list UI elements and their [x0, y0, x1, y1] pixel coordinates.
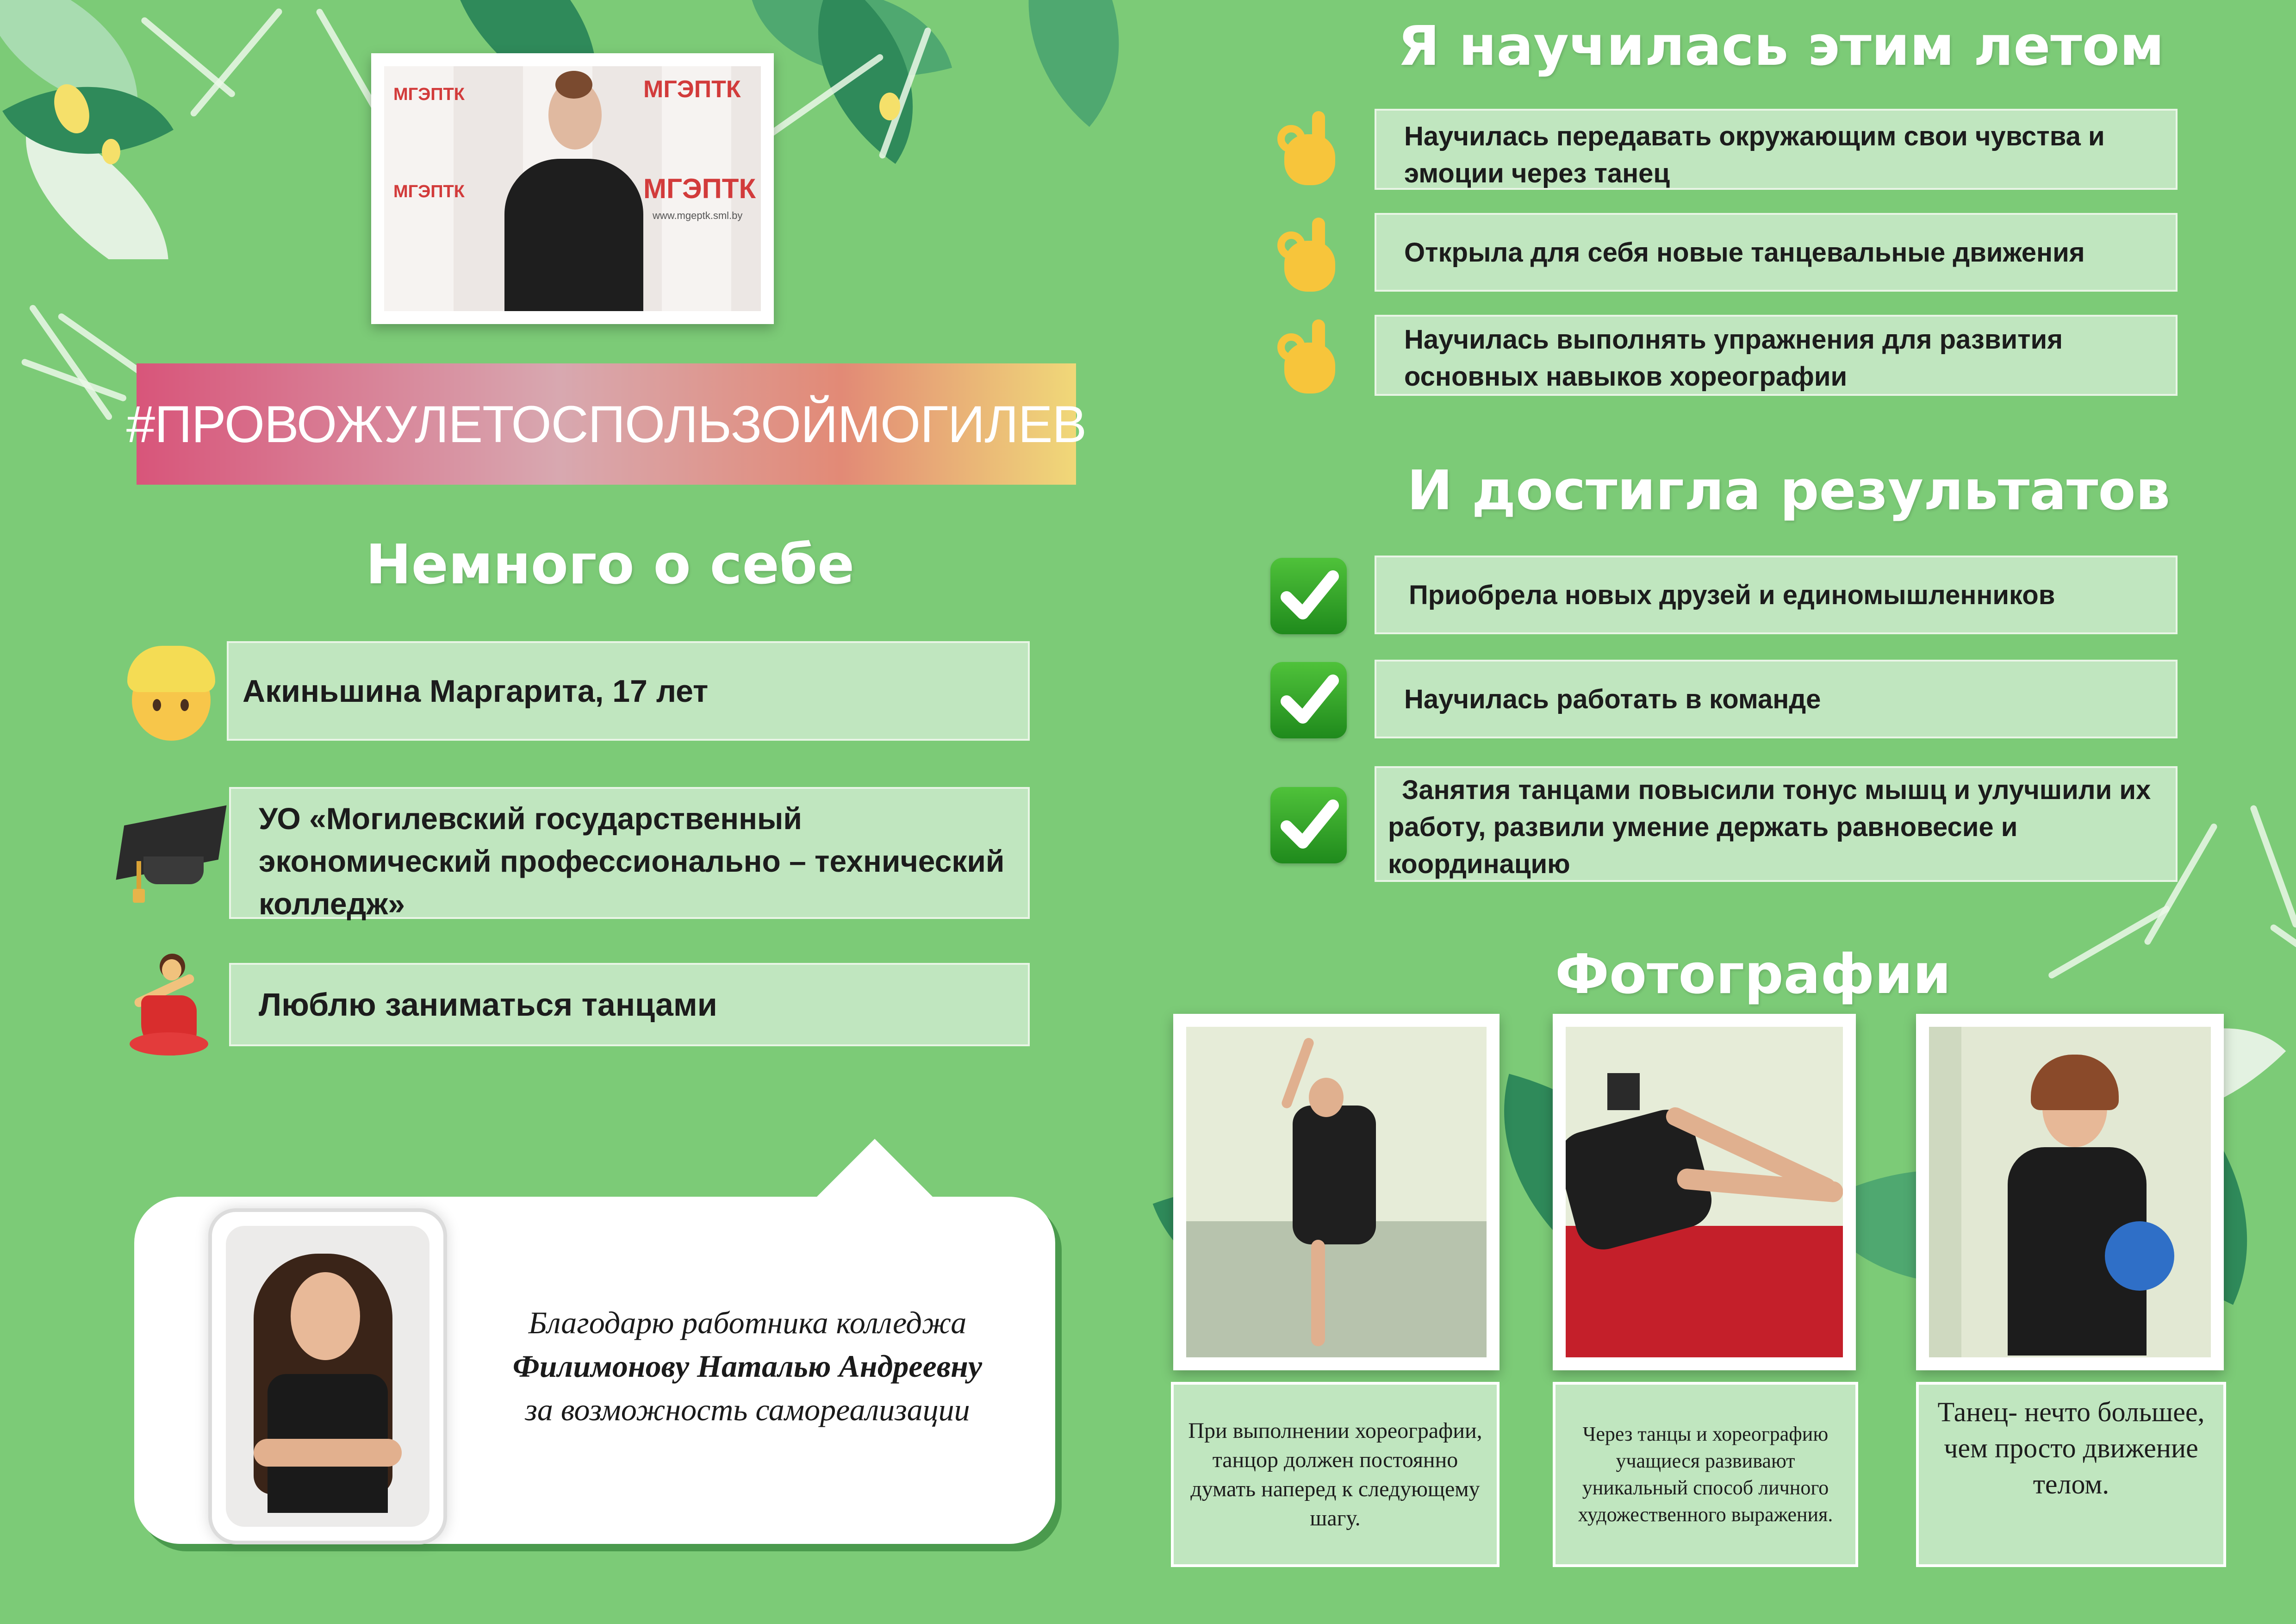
- ok-hand-icon: [1275, 111, 1340, 190]
- check-mark-button-icon: [1270, 662, 1347, 738]
- learned-box-2: [1375, 213, 2178, 292]
- hashtag-text: #ПРОВОЖУЛЕТОСПОЛЬЗОЙМОГИЛЕВ: [126, 395, 1087, 453]
- thanks-line-2: Филимонову Наталью Андреевну: [512, 1349, 983, 1384]
- results-text-3: Занятия танцами повысили тонус мышц и улучшили их работу, развили умение держать равновесие и координацию: [1388, 775, 2151, 879]
- photos-title: Фотографии: [1555, 942, 1951, 1006]
- about-title: Немного о себе: [366, 532, 855, 596]
- backdrop-logo: МГЭПТК: [393, 182, 465, 201]
- hobby-text: Люблю заниматься танцами: [259, 987, 717, 1023]
- college-text: УО «Могилевский государственный экономический профессионально – технический колледж»: [259, 801, 1005, 921]
- dance-photo-3: [1916, 1014, 2224, 1370]
- portrait-photo-frame: [371, 53, 774, 324]
- photo-caption-1-text: При выполнении хореографии, танцор должен постоянно думать наперед к следующему шагу.: [1188, 1418, 1482, 1530]
- check-mark-button-icon: [1270, 558, 1347, 634]
- name-box: [227, 641, 1030, 741]
- learned-title: Я научилась этим летом: [1398, 14, 2165, 78]
- hobby-box: [229, 963, 1030, 1046]
- dancer-icon: [123, 954, 211, 1056]
- ok-hand-icon: [1275, 319, 1340, 398]
- graduation-cap-icon: [123, 806, 222, 903]
- speech-bubble-pointer: [815, 1139, 935, 1199]
- thanks-line-1: Благодарю работника колледжа: [528, 1305, 967, 1340]
- hashtag-banner: [126, 363, 1087, 485]
- dance-photo-1: [1173, 1014, 1500, 1370]
- photo-caption-2-text: Через танцы и хореографию учащиеся развивают уникальный способ личного художественного выражения.: [1578, 1423, 1833, 1526]
- name-text: Акиньшина Маргарита, 17 лет: [243, 673, 709, 709]
- results-box-3: [1375, 766, 2178, 882]
- person-silhouette: [504, 80, 643, 311]
- learned-text-2: Открыла для себя новые танцевальные движения: [1404, 237, 2085, 268]
- results-box-2: [1375, 660, 2178, 738]
- dance-photo-2: [1553, 1014, 1856, 1370]
- backdrop-logo: МГЭПТК: [643, 173, 756, 204]
- results-title: И достигла результатов: [1407, 458, 2171, 522]
- check-mark-button-icon: [1270, 787, 1347, 863]
- results-text-1: Приобрела новых друзей и единомышленников: [1409, 580, 2055, 610]
- backdrop-url: www.mgeptk.sml.by: [653, 210, 743, 221]
- person-icon: [127, 646, 215, 743]
- learned-box-1: [1375, 109, 2178, 190]
- photo-caption-3: [1916, 1382, 2226, 1567]
- learned-text-3: Научилась выполнять упражнения для развития основных навыков хореографии: [1404, 325, 2063, 392]
- photo-caption-3-text: Танец- нечто большее, чем просто движение телом.: [1937, 1397, 2205, 1499]
- learned-text-1: Научилась передавать окружающим свои чувства и эмоции через танец: [1404, 121, 2105, 188]
- backdrop-logo: МГЭПТК: [643, 76, 741, 103]
- results-box-1: [1375, 556, 2178, 634]
- learned-box-3: [1375, 315, 2178, 396]
- thanks-text: [463, 1301, 1032, 1431]
- results-text-2: Научилась работать в команде: [1404, 684, 1821, 714]
- photo-caption-1: [1171, 1382, 1500, 1567]
- thanks-line-3: за возможность самореализации: [525, 1392, 970, 1427]
- photo-caption-2: [1553, 1382, 1858, 1567]
- mentor-photo-frame: [208, 1208, 447, 1544]
- backdrop-logo: МГЭПТК: [393, 85, 465, 104]
- college-box: [229, 787, 1030, 919]
- ok-hand-icon: [1275, 218, 1340, 296]
